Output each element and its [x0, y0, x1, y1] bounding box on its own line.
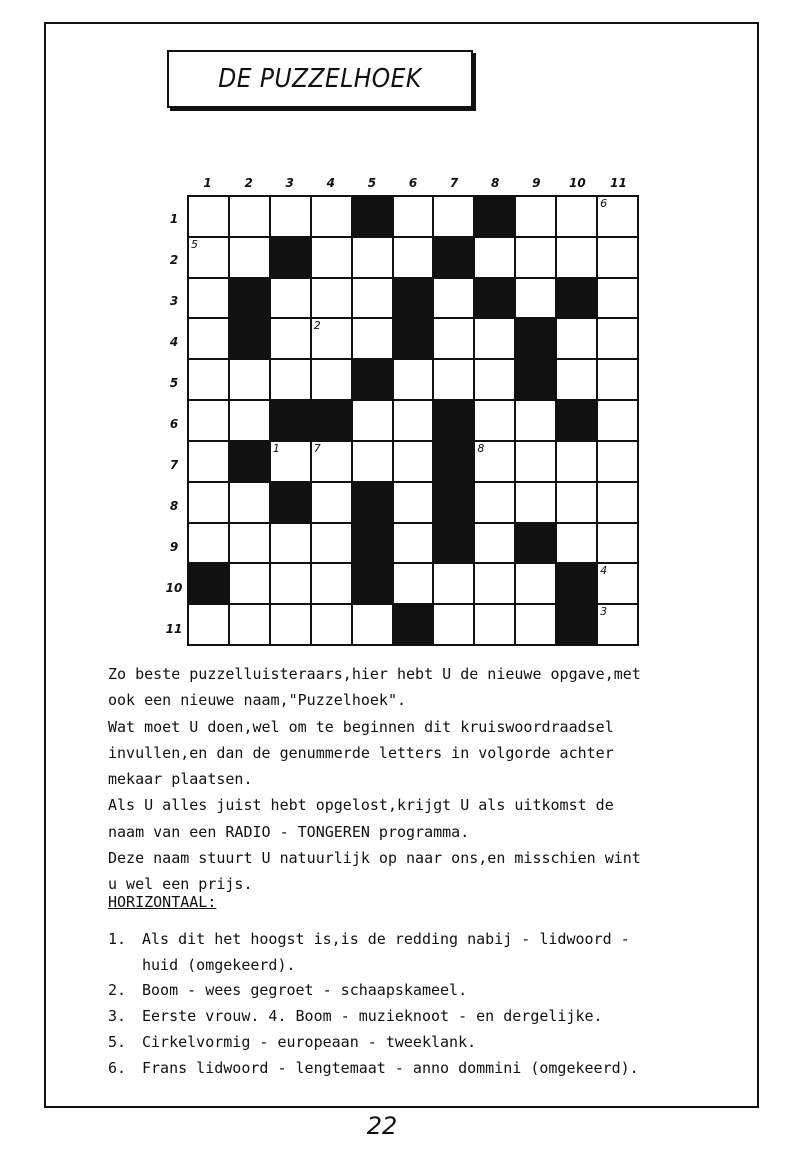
white-cell[interactable] [189, 483, 228, 522]
white-cell[interactable] [516, 238, 555, 277]
white-cell[interactable] [557, 360, 596, 399]
row-number: 7 [169, 457, 179, 472]
row-number: 9 [169, 539, 179, 554]
cell-number: 2 [313, 319, 321, 333]
white-cell[interactable] [557, 483, 596, 522]
white-cell[interactable] [271, 442, 310, 481]
white-cell[interactable] [230, 197, 269, 236]
black-cell [353, 524, 392, 563]
black-cell [271, 483, 310, 522]
black-cell [434, 238, 473, 277]
white-cell[interactable] [353, 442, 392, 481]
black-cell [516, 360, 555, 399]
white-cell[interactable] [434, 197, 473, 236]
column-number: 4 [326, 176, 335, 190]
column-number: 11 [610, 176, 627, 190]
clue-text: Als dit het hoogst is,is de redding nabij - lidwoord - [142, 930, 630, 948]
column-number: 5 [367, 176, 377, 190]
white-cell[interactable] [598, 442, 637, 481]
row-number: 11 [165, 621, 183, 636]
white-cell[interactable] [598, 605, 637, 644]
white-cell[interactable] [516, 279, 555, 318]
white-cell[interactable] [189, 197, 228, 236]
white-cell[interactable] [312, 197, 351, 236]
white-cell[interactable] [394, 401, 433, 440]
clue-continuation: huid (omgekeerd). [142, 955, 296, 974]
black-cell [434, 401, 473, 440]
cell-number: 3 [600, 605, 608, 619]
clues-heading: HORIZONTAAL: [108, 893, 217, 911]
white-cell[interactable] [353, 279, 392, 318]
white-cell[interactable] [475, 605, 514, 644]
clue-list [108, 927, 748, 1081]
black-cell [475, 197, 514, 236]
white-cell[interactable] [312, 524, 351, 563]
white-cell[interactable] [353, 238, 392, 277]
white-cell[interactable] [312, 564, 351, 603]
white-cell[interactable] [394, 564, 433, 603]
white-cell[interactable] [516, 442, 555, 481]
white-cell[interactable] [353, 605, 392, 644]
clue-text: Eerste vrouw. 4. Boom - muzieknoot - en dergelijke. [142, 1007, 603, 1026]
white-cell[interactable] [271, 564, 310, 603]
black-cell [394, 319, 433, 358]
white-cell[interactable] [394, 483, 433, 522]
white-cell[interactable] [230, 605, 269, 644]
white-cell[interactable] [189, 279, 228, 318]
white-cell[interactable] [353, 401, 392, 440]
intro-line: Als U alles juist hebt opgelost,krijgt U als uitkomst de [108, 796, 614, 815]
white-cell[interactable] [434, 279, 473, 318]
white-cell[interactable] [598, 238, 637, 277]
black-cell [475, 279, 514, 318]
black-cell [353, 197, 392, 236]
clue-item [108, 1004, 748, 1030]
white-cell[interactable] [475, 564, 514, 603]
white-cell[interactable] [189, 605, 228, 644]
intro-text [108, 661, 748, 898]
white-cell[interactable] [271, 605, 310, 644]
white-cell[interactable] [312, 238, 351, 277]
black-cell [434, 442, 473, 481]
cell-number: 6 [600, 197, 608, 210]
white-cell[interactable] [434, 360, 473, 399]
black-cell [394, 605, 433, 644]
white-cell[interactable] [312, 319, 351, 358]
white-cell[interactable] [230, 483, 269, 522]
row-number: 3 [169, 293, 179, 308]
white-cell[interactable] [516, 197, 555, 236]
black-cell [516, 319, 555, 358]
crossword-grid [187, 195, 639, 646]
white-cell[interactable] [434, 564, 473, 603]
black-cell [394, 279, 433, 318]
white-cell[interactable] [557, 319, 596, 358]
clue-number: 2. [108, 981, 127, 1000]
white-cell[interactable] [598, 279, 637, 318]
intro-line: mekaar plaatsen. [108, 770, 253, 789]
white-cell[interactable] [598, 197, 637, 236]
white-cell[interactable] [475, 442, 514, 481]
black-cell [312, 401, 351, 440]
clue-number: 1. [108, 930, 127, 948]
white-cell[interactable] [516, 483, 555, 522]
title-box [167, 50, 473, 108]
black-cell [353, 483, 392, 522]
white-cell[interactable] [312, 442, 351, 481]
white-cell[interactable] [475, 483, 514, 522]
intro-line: invullen,en dan de genummerde letters in volgorde achter [108, 743, 614, 762]
white-cell[interactable] [312, 279, 351, 318]
intro-line: ook een nieuwe naam,"Puzzelhoek". [108, 691, 407, 710]
intro-line: naam van een RADIO - TONGEREN programma. [108, 822, 470, 841]
white-cell[interactable] [312, 483, 351, 522]
black-cell [557, 564, 596, 603]
black-cell [557, 279, 596, 318]
white-cell[interactable] [475, 238, 514, 277]
intro-line: u wel een prijs. [108, 875, 253, 894]
black-cell [353, 360, 392, 399]
white-cell[interactable] [394, 197, 433, 236]
white-cell[interactable] [475, 319, 514, 358]
row-number: 10 [165, 580, 183, 595]
white-cell[interactable] [557, 524, 596, 563]
column-number: 10 [569, 176, 586, 190]
white-cell[interactable] [394, 524, 433, 563]
white-cell[interactable] [271, 279, 310, 318]
column-number: 6 [408, 176, 418, 190]
white-cell[interactable] [189, 319, 228, 358]
row-number: 4 [169, 334, 179, 349]
white-cell[interactable] [557, 238, 596, 277]
clue-text: Boom - wees gegroet - schaapskameel. [142, 981, 468, 1000]
white-cell[interactable] [189, 238, 228, 277]
intro-line: Wat moet U doen,wel om te beginnen dit kruiswoordraadsel [108, 717, 614, 736]
white-cell[interactable] [189, 401, 228, 440]
white-cell[interactable] [598, 360, 637, 399]
white-cell[interactable] [189, 442, 228, 481]
white-cell[interactable] [394, 360, 433, 399]
clue-number: 6. [108, 1058, 127, 1077]
white-cell[interactable] [434, 319, 473, 358]
clue-item [108, 1056, 748, 1082]
black-cell [434, 524, 473, 563]
white-cell[interactable] [312, 360, 351, 399]
white-cell[interactable] [598, 524, 637, 563]
column-number: 7 [449, 176, 459, 190]
black-cell [189, 564, 228, 603]
page-number: 22 [366, 1112, 398, 1140]
white-cell[interactable] [598, 564, 637, 603]
intro-line: Zo beste puzzelluisteraars,hier hebt U de nieuwe opgave,met [108, 665, 641, 683]
black-cell [434, 483, 473, 522]
column-number: 9 [532, 176, 541, 190]
white-cell[interactable] [394, 238, 433, 277]
white-cell[interactable] [271, 360, 310, 399]
white-cell[interactable] [230, 360, 269, 399]
column-number: 3 [285, 176, 294, 190]
white-cell[interactable] [394, 442, 433, 481]
black-cell [271, 401, 310, 440]
black-cell [353, 564, 392, 603]
white-cell[interactable] [475, 401, 514, 440]
white-cell[interactable] [516, 401, 555, 440]
clue-item [108, 978, 748, 1004]
white-cell[interactable] [189, 524, 228, 563]
row-number: 8 [169, 498, 179, 513]
white-cell[interactable] [230, 564, 269, 603]
white-cell[interactable] [189, 360, 228, 399]
white-cell[interactable] [598, 401, 637, 440]
black-cell [557, 605, 596, 644]
clue-number: 3. [108, 1007, 127, 1026]
white-cell[interactable] [516, 564, 555, 603]
white-cell[interactable] [312, 605, 351, 644]
black-cell [230, 319, 269, 358]
black-cell [230, 442, 269, 481]
white-cell[interactable] [434, 605, 473, 644]
white-cell[interactable] [557, 197, 596, 236]
clue-item [108, 1030, 748, 1056]
white-cell[interactable] [230, 401, 269, 440]
row-number: 1 [169, 211, 179, 226]
cell-number: 8 [477, 441, 485, 455]
column-number: 2 [244, 176, 253, 190]
white-cell[interactable] [230, 524, 269, 563]
row-number: 6 [169, 416, 179, 431]
white-cell[interactable] [557, 442, 596, 481]
column-number: 1 [203, 176, 212, 190]
white-cell[interactable] [230, 238, 269, 277]
clue-item [108, 927, 748, 953]
row-number: 5 [169, 375, 179, 390]
page-title: DE PUZZELHOEK [218, 64, 422, 94]
white-cell[interactable] [271, 197, 310, 236]
intro-line: Deze naam stuurt U natuurlijk op naar ons,en misschien wint [108, 849, 641, 868]
clue-text: Cirkelvormig - europeaan - tweeklank. [142, 1032, 477, 1051]
column-number: 8 [490, 176, 500, 190]
cell-number: 4 [600, 564, 608, 578]
clue-text: Frans lidwoord - lengtemaat - anno dommini (omgekeerd). [142, 1058, 639, 1077]
black-cell [230, 279, 269, 318]
white-cell[interactable] [353, 319, 392, 358]
cell-number: 1 [272, 441, 280, 455]
white-cell[interactable] [475, 524, 514, 563]
clue-number: 5. [108, 1032, 127, 1051]
cell-number: 7 [313, 441, 321, 455]
white-cell[interactable] [598, 319, 637, 358]
black-cell [516, 524, 555, 563]
white-cell[interactable] [271, 524, 310, 563]
white-cell[interactable] [271, 319, 310, 358]
cell-number: 5 [191, 237, 198, 251]
black-cell [557, 401, 596, 440]
black-cell [271, 238, 310, 277]
white-cell[interactable] [475, 360, 514, 399]
white-cell[interactable] [598, 483, 637, 522]
white-cell[interactable] [516, 605, 555, 644]
row-number: 2 [169, 252, 179, 267]
